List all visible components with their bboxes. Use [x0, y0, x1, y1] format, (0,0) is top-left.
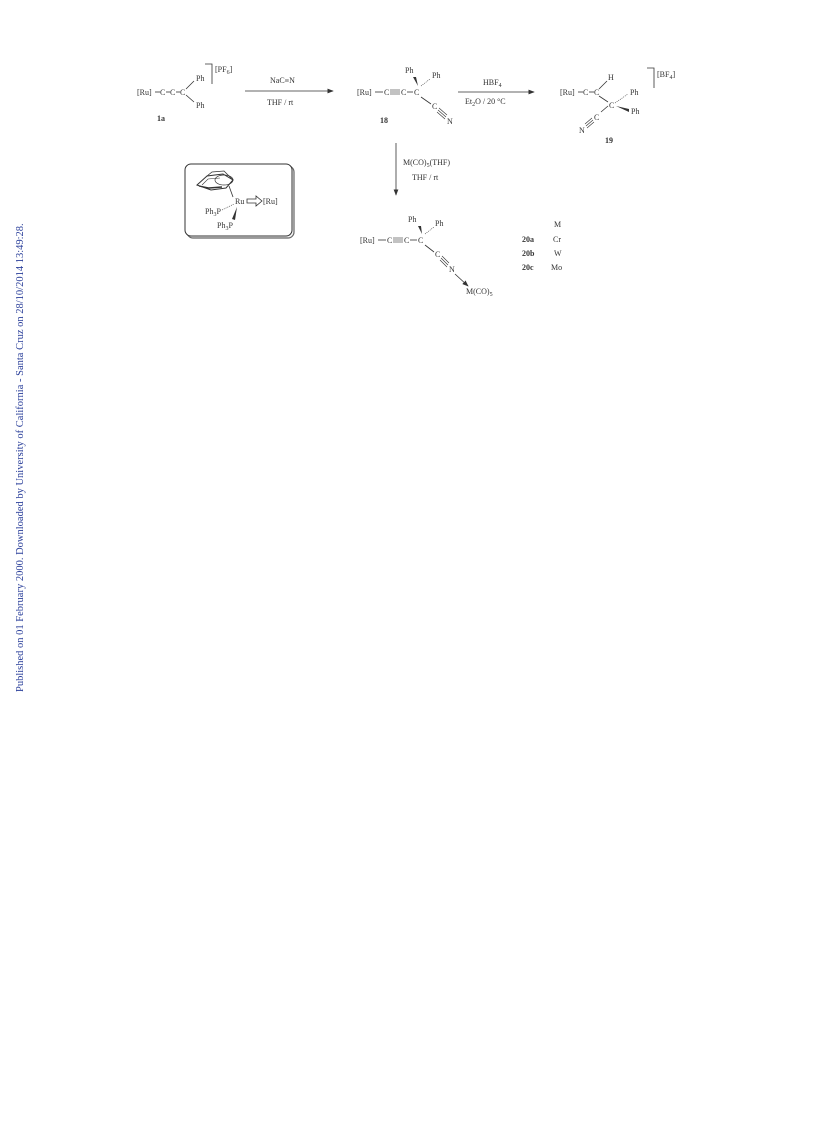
phenyl-label: Ph: [196, 101, 205, 110]
phenyl-label: Ph: [405, 66, 414, 75]
ru-label: [Ru]: [263, 197, 278, 206]
atom-n: N: [579, 126, 585, 135]
atom-h: H: [608, 73, 614, 82]
atom-c: C: [404, 236, 410, 245]
atom-c: C: [432, 102, 438, 111]
compound-label: 18: [380, 116, 388, 125]
pph3-label: $Ph_3P$: [217, 221, 233, 232]
table-row-metal: Mo: [551, 263, 563, 272]
reaction-arrow-3: [396, 143, 450, 195]
phenyl-label: Ph: [196, 74, 205, 83]
metal-table: [522, 220, 562, 272]
atom-c: C: [594, 113, 600, 122]
compound-label: 19: [605, 136, 613, 145]
reagent-label: NaC≡N: [270, 76, 295, 85]
atom-c: C: [384, 88, 390, 97]
atom-n: N: [449, 265, 455, 274]
atom-c: C: [418, 236, 424, 245]
phenyl-label: Ph: [408, 215, 417, 224]
atom-n: N: [447, 117, 453, 126]
table-row-id: 20b: [522, 249, 535, 258]
table-row-id: 20a: [522, 235, 534, 244]
atom-c: C: [387, 236, 393, 245]
atom-c: C: [435, 250, 441, 259]
table-row-metal: W: [554, 249, 562, 258]
table-row-metal: Cr: [553, 235, 561, 244]
ru-fragment-box: [185, 164, 294, 238]
metal-carbonyl-label: $M(CO)_5$: [466, 287, 493, 298]
ru-label: [Ru]: [560, 88, 575, 97]
phenyl-label: Ph: [432, 71, 441, 80]
publication-info-text: Published on 01 February 2000. Downloaded by University of California - Santa Cruz on 28/10/2014 13:49:28.: [15, 223, 26, 692]
atom-c: C: [180, 88, 186, 97]
phenyl-label: Ph: [631, 107, 640, 116]
reaction-arrow-1: [245, 76, 333, 107]
counterion-bf4: $[BF_4]$: [657, 70, 676, 81]
compound-label: 1a: [157, 114, 165, 123]
compound-19: [560, 68, 675, 145]
condition-label: THF / rt: [412, 173, 439, 182]
atom-c: C: [170, 88, 176, 97]
ru-label: [Ru]: [137, 88, 152, 97]
condition-label: $Et_2O / 20$ °C: [465, 97, 506, 108]
atom-c: C: [609, 101, 615, 110]
table-row-id: 20c: [522, 263, 534, 272]
reagent-label: $HBF_4$: [483, 78, 502, 89]
compound-20: [360, 215, 493, 298]
phenyl-label: Ph: [630, 88, 639, 97]
condition-label: THF / rt: [267, 98, 294, 107]
atom-c: C: [160, 88, 166, 97]
atom-c: C: [594, 88, 600, 97]
ru-atom-label: Ru: [235, 197, 245, 206]
atom-c: C: [401, 88, 407, 97]
table-header: M: [554, 220, 562, 229]
pph3-label: $Ph_3P$: [205, 207, 221, 218]
ru-label: [Ru]: [360, 236, 375, 245]
reagent-label: $M(CO)_5(THF)$: [403, 158, 451, 169]
atom-c: C: [414, 88, 420, 97]
compound-1a: [137, 64, 233, 123]
atom-c: C: [583, 88, 589, 97]
reaction-arrow-2: [458, 78, 534, 108]
ru-label: [Ru]: [357, 88, 372, 97]
phenyl-label: Ph: [435, 219, 444, 228]
compound-18: [357, 66, 453, 126]
counterion-pf6: $[PF_6]$: [215, 65, 233, 76]
